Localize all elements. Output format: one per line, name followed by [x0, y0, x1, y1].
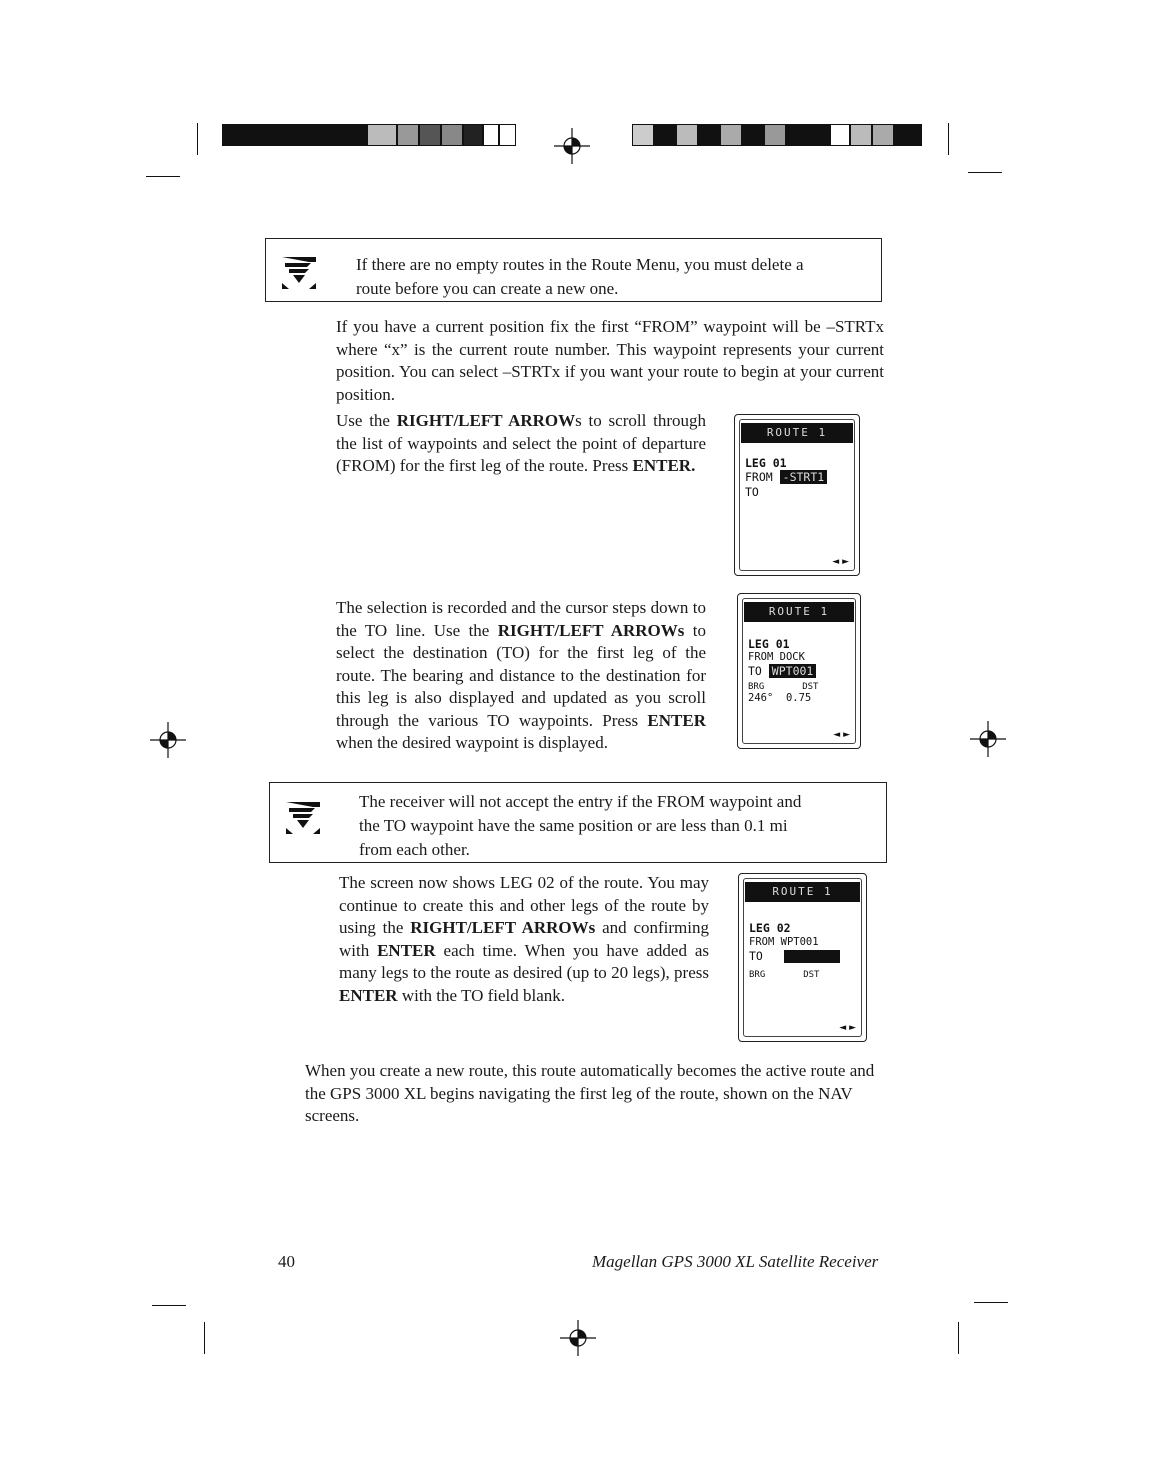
- registration-target-icon: [560, 1320, 596, 1356]
- to-label: TO: [748, 664, 762, 678]
- crop-mark: [204, 1322, 205, 1354]
- crop-mark: [974, 1302, 1008, 1303]
- body-paragraph: The selection is recorded and the cursor steps down to the TO line. Use the RIGHT/LEFT ARROWs to select the destination (TO) for the first leg of the route. The bearing and distance to the destination for this leg is also displayed and updated as you scroll through the various TO waypoints. Press ENTER when the desired waypoint is displayed.: [336, 598, 706, 752]
- body-paragraph: Use the RIGHT/LEFT ARROWs to scroll through the list of waypoints and select the point of departure (FROM) for the first leg of the route. Press ENTER.: [336, 411, 706, 475]
- note-text: If there are no empty routes in the Route Menu, you must delete a route before you can create a new one.: [356, 255, 804, 298]
- from-value: WPT001: [780, 936, 819, 948]
- body-paragraph: The screen now shows LEG 02 of the route. You may continue to create this and other legs of the route by using the RIGHT/LEFT ARROWs and confirming with ENTER each time. When you have added as many legs to the route as desired (up to 20 legs), press ENTER with the TO field blank.: [339, 873, 709, 1005]
- screen-title: ROUTE 1: [741, 423, 853, 443]
- brg-value: 246°: [748, 692, 774, 704]
- arrow-keys-icon: ◄ ►: [839, 1023, 856, 1033]
- gps-screen-leg01-to: [737, 593, 861, 749]
- crop-mark: [958, 1322, 959, 1354]
- brg-label: BRG: [749, 970, 766, 980]
- from-label: FROM: [745, 470, 773, 484]
- from-value: -STRT1: [780, 470, 828, 484]
- from-label: FROM: [749, 936, 775, 948]
- arrow-keys-icon: ◄ ►: [832, 557, 849, 567]
- arrow-keys-icon: ◄ ►: [833, 730, 850, 740]
- to-value-blank: [784, 950, 840, 963]
- registration-target-icon: [150, 722, 186, 758]
- to-value: WPT001: [769, 664, 817, 678]
- dst-label: DST: [802, 682, 819, 692]
- registration-bar-right: [632, 124, 922, 146]
- gps-screen-leg01-from: [734, 414, 860, 576]
- leg-label: LEG 02: [749, 921, 791, 935]
- note-text: The receiver will not accept the entry if the FROM waypoint and the TO waypoint have the same position or are less than 0.1 mi from each other.: [359, 792, 802, 859]
- running-footer-title: Magellan GPS 3000 XL Satellite Receiver: [592, 1252, 879, 1271]
- body-paragraph: When you create a new route, this route automatically becomes the active route and the GPS 3000 XL begins navigating the first leg of the route, shown on the NAV screens.: [305, 1061, 875, 1125]
- to-label: TO: [749, 949, 763, 963]
- note-icon: [279, 253, 319, 293]
- screen-title: ROUTE 1: [744, 602, 854, 622]
- crop-mark: [948, 123, 949, 155]
- brg-label: BRG: [748, 682, 765, 692]
- registration-bar-left: [222, 124, 516, 146]
- note-icon: [283, 798, 323, 838]
- crop-mark: [146, 176, 180, 177]
- from-label: FROM: [748, 651, 774, 663]
- crop-mark: [197, 123, 198, 155]
- to-label: TO: [745, 485, 759, 499]
- screen-title: ROUTE 1: [745, 882, 860, 902]
- leg-label: LEG 01: [748, 637, 790, 651]
- crop-mark: [968, 172, 1002, 173]
- page-number: 40: [278, 1252, 295, 1271]
- gps-screen-leg02: [738, 873, 867, 1042]
- dst-value: 0.75: [785, 692, 812, 704]
- body-paragraph: If you have a current position fix the first “FROM” waypoint will be –STRTx where “x” is the current route number. This waypoint represents your current position. You can select –STRTx if you want your route to begin at your current position.: [336, 317, 884, 404]
- crop-mark: [152, 1305, 186, 1306]
- from-value: DOCK: [779, 651, 805, 663]
- registration-target-icon: [554, 128, 590, 164]
- leg-label: LEG 01: [745, 456, 787, 470]
- dst-label: DST: [803, 970, 820, 980]
- registration-target-icon: [970, 721, 1006, 757]
